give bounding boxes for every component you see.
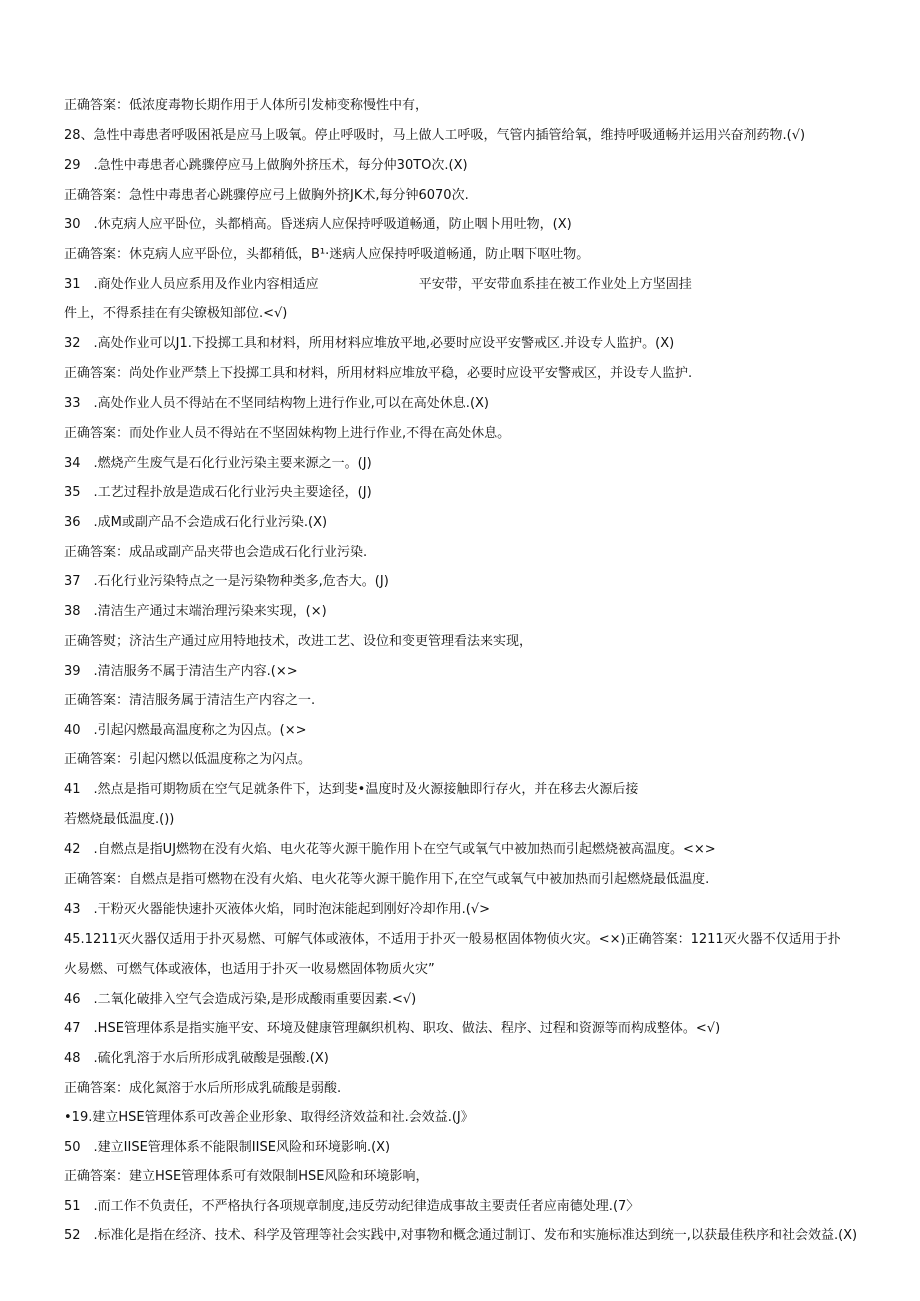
question-31-part1 (64, 275, 864, 295)
question-45-part1: 45.1211灭火器仅适用于扑灭易燃、可解气体或液体，不适用于扑灭一般易枢固体物侦火灾。<×)正确答案：1211灭火器不仅适用于扑 (64, 932, 841, 947)
question-34: 34 .燃烧产生废气是石化行业污染主要来源之一。(J) (64, 456, 372, 471)
question-41-part2: 若燃烧最低温度.()) (64, 812, 175, 827)
question-28: 28、急性中毒患者呼吸困祇是应马上吸氧。停止呼吸时，马上做人工呼吸，气管内插管给氧，维持呼吸通畅并运用兴奋剂药物.(√) (64, 128, 806, 143)
answer-50: 正确答案：建立HSE管理体系可有效限制HSE风险和环境影响， (64, 1169, 429, 1184)
question-46: 46 .二氧化破排入空气会造成污染,是形成酸雨重要因素.<√) (64, 992, 417, 1007)
answer-42: 正确答案：自燃点是指可燃物在没有火焰、电火花等火源干脆作用下,在空气或氧气中被加热而引起燃烧最低温度. (64, 872, 710, 887)
question-30: 30 .休克病人应平卧位，头都梢高。昏迷病人应保持呼吸道畅通，防止咽卜用吐物，(X) (64, 217, 572, 232)
question-33: 33 .高处作业人员不得站在不坚同结构物上进行作业,可以在高处休息.(X) (64, 396, 489, 411)
question-36: 36 .成M或副产品不会造成石化行业污染.(X) (64, 515, 328, 530)
question-52: 52 .标准化是指在经济、技术、科学及管理等社会实践中,对事物和概念通过制订、发布和实施标准达到统一,以获最佳秩序和社会效益.(X) (64, 1228, 858, 1243)
question-43: 43 .干粉灭火器能快速扑灭液体火焰，同时泡沫能起到刚好冷却作用.(√> (64, 902, 491, 917)
question-32: 32 .高处作业可以J1.下投掷工具和材料，所用材料应堆放平地,必要时应设平安警戒区.并设专人监护。(X) (64, 336, 675, 351)
question-37: 37 .石化行业污染特点之一是污染物种类多,危杏大。(J) (64, 574, 389, 589)
question-35: 35 .工艺过程扑放是造成石化行业污央主要途径，(J) (64, 485, 372, 500)
question-38: 38 .清洁生产通过末端治理污染来实现，(×) (64, 604, 327, 619)
question-51: 51 .而工作不负责任，不严格执行各项规章制度,违反劳动纪律造成事故主要责任者应南德处理.(7〉 (64, 1199, 640, 1214)
answer-48: 正确答案：成化氮溶于水后所形成乳硫酸是弱酸. (64, 1081, 342, 1096)
question-50: 50 .建立IISE管理体系不能限制IISE风险和环境影响.(X) (64, 1140, 391, 1155)
question-45-part2: 火易燃、可燃气体或液体，也适用于扑灭一收易燃固体物质火灾” (64, 962, 435, 977)
question-40: 40 .引起闪燃最高温度称之为囚点。(×> (64, 723, 307, 738)
answer-36: 正确答案：成品或副产品夹带也会造成石化行业污染. (64, 545, 368, 560)
answer-30: 正确答案：休克病人应平卧位，头都稍低，B¹·迷病人应保持呼吸道畅通，防止咽下呕吐物。 (64, 247, 590, 262)
answer-line: 正确答案：低浓度毒物长期作用于人体所引发柿变称慢性中有， (64, 98, 429, 113)
question-41-part1: 41 .然点是指可期物质在空气足就条件下，达到斐•温度时及火源接触即行存火，并在移去火源后接 (64, 782, 639, 797)
question-39: 39 .清洁服务不属于清洁生产内容.(×> (64, 664, 298, 679)
question-31-text-a: 31 .商处作业人员应系用及作业内容相适应 (64, 277, 319, 292)
question-48: 48 .硫化乳溶于水后所形成乳破酸是强酸.(X) (64, 1051, 329, 1066)
answer-32: 正确答案：尚处作业严禁上下投掷工具和材料，所用材料应堆放平稳，必要时应设平安警戒区，并设专人监护. (64, 366, 693, 381)
answer-38: 正确答熨；济沽生产通过应用特地技术，改进工艺、设位和变更管理看法来实现， (64, 634, 533, 649)
question-49: •19.建立HSE管理体系可改善企业形象、取得经济效益和社.会效益.(J》 (64, 1110, 474, 1125)
answer-39: 正确答案：清洁服务属于清洁生产内容之一. (64, 693, 316, 708)
answer-40: 正确答案：引起闪燃以低温度称之为闪点。 (64, 752, 312, 767)
question-42: 42 .自燃点是指UJ燃物在没有火焰、电火花等火源干脆作用卜在空气或氧气中被加热而引起燃烧被高温度。<×> (64, 842, 716, 857)
answer-29: 正确答案：急性中毒患者心跳骤停应弓上做胸外挤JK术,每分钟6070次. (64, 188, 469, 203)
answer-33: 正确答案：而处作业人员不得站在不坚固妹构物上进行作业,不得在高处休息。 (64, 426, 511, 441)
question-29: 29 .急性中毒患者心跳骤停应马上做胸外挤压术，每分仲30TO次.(X) (64, 158, 468, 173)
question-47: 47 .HSE管理体系是指实施平安、环境及健康管理飙织机构、职攻、做法、程序、过程和资源等而构成整体。<√) (64, 1021, 721, 1036)
question-31-text-b: 平安带，平安带血系挂在被工作业处上方坚固挂 (418, 277, 692, 292)
question-31-part2: 件上，不得系挂在有尖镣极知部位.<√) (64, 306, 288, 321)
